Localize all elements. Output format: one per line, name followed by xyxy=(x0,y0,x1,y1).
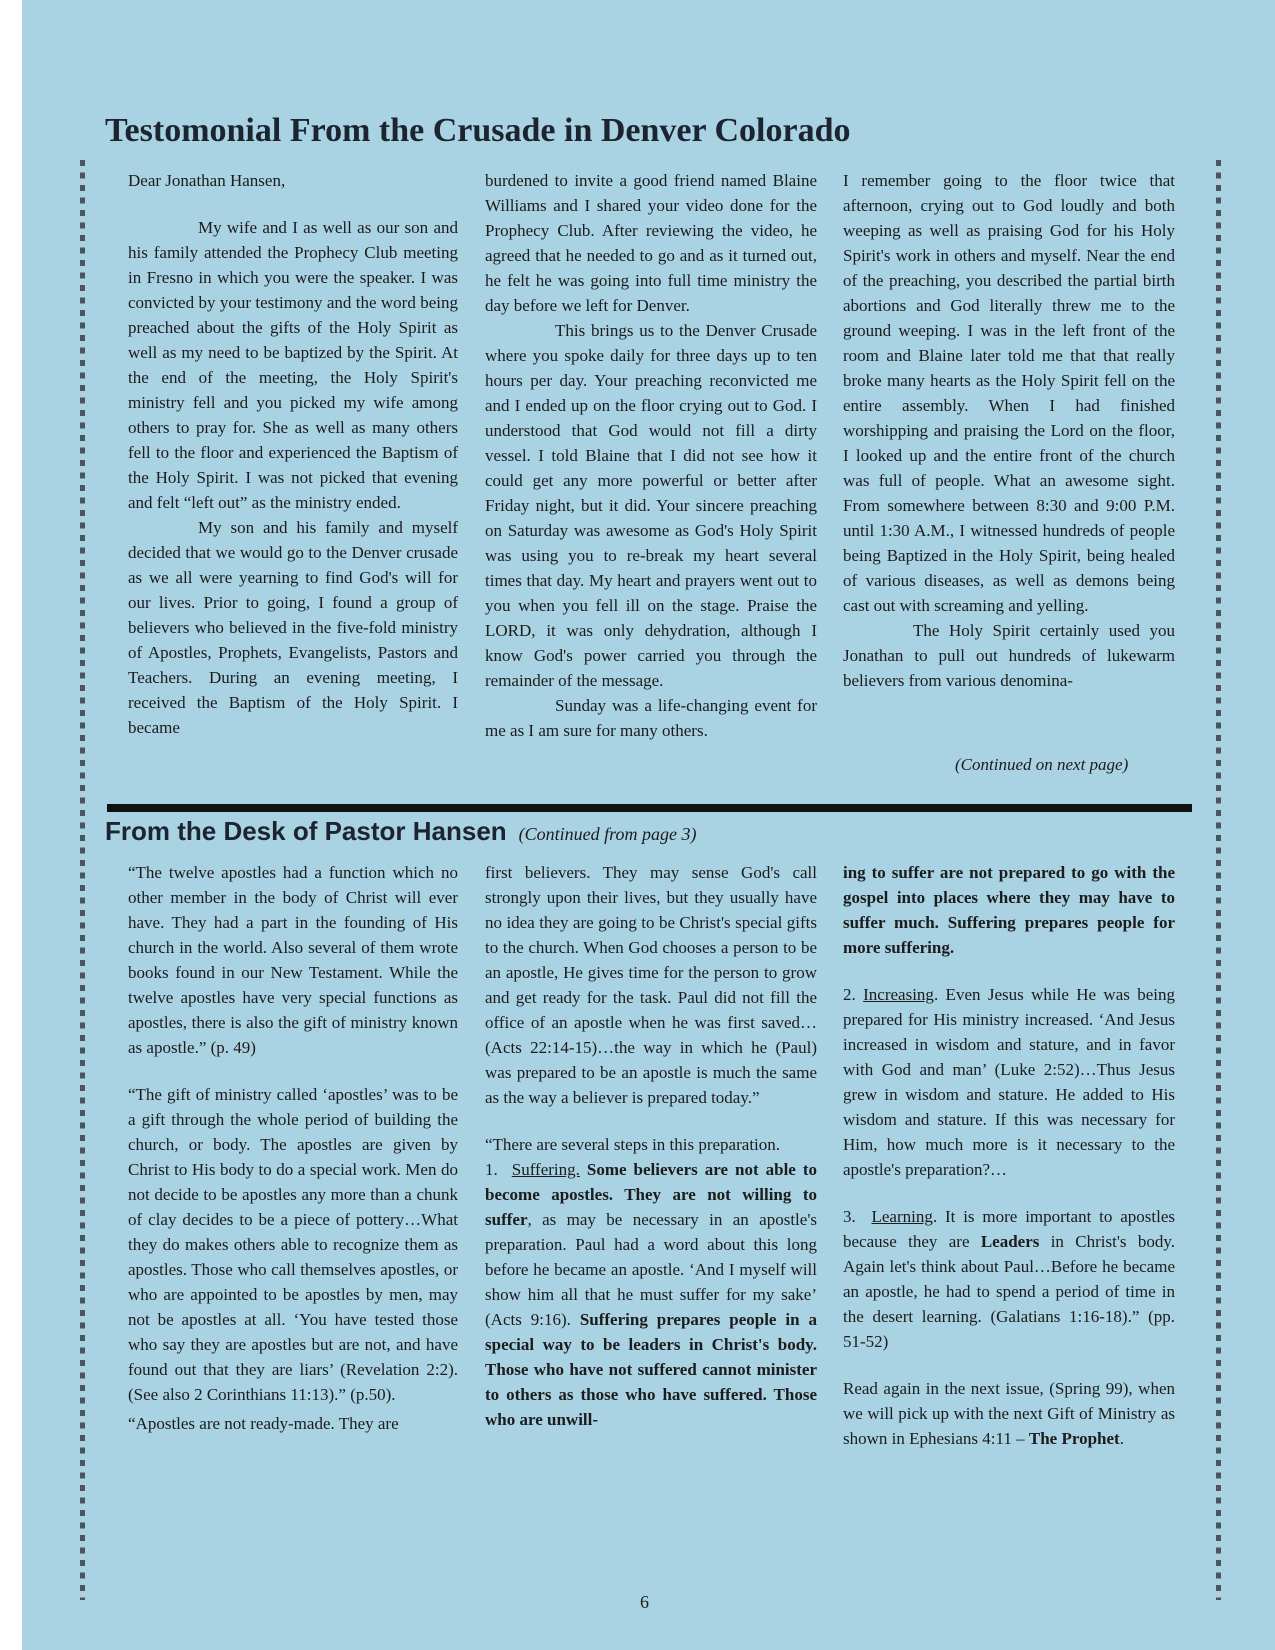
text: . Even Jesus while He was being prepared for His ministry increased. ‘And Jesus increased in wisdom and stature, and in favor with God and man’ (Luke 2:52)…Thus Jesus grew in wisdom and stature. He added to His wisdom and stature. If this was necessary for Him, how much more is it necessary to the apostle's preparation?… xyxy=(843,985,1176,1179)
paragraph: I remember going to the floor twice that afternoon, crying out to God loudly and both weeping as well as praising God for his Holy Spirit's work in others and myself. Near the end of the preaching, you described the partial birth abortions and God literally threw me to the ground weeping. I was in the left front of the room and Blaine later told me that that really broke many hearts as the Holy Spirit fell on the entire assembly. When I had finished worshipping and praising the Lord on the floor, I looked up and the entire front of the church was full of people. What an awesome sight. From somewhere between 8:30 and 9:00 P.M. until 1:30 A.M., I witnessed hundreds of people being Baptized in the Holy Spirit, being healed of various diseases, as well as demons being cast out with screaming and yelling. xyxy=(843,171,1175,615)
step-label: Learning xyxy=(871,1207,933,1226)
paragraph: The Holy Spirit certainly used you Jonathan to pull out hundreds of lukewarm believers from various denomina- xyxy=(843,621,1175,690)
article-title: Testomonial From the Crusade in Denver Colorado xyxy=(105,112,851,149)
pastor-column-2 xyxy=(485,860,817,1432)
text: Read again in the next issue, (Spring 99), when we will pick up with the next Gift of Ministry as shown in Ephesians 4:11 – xyxy=(843,1379,1175,1448)
text: , as may be necessary in an apostle's preparation. Paul had a word about this long before he became an apostle. ‘And I myself will show him all that he must suffer for my sake’ (Acts 9:16). xyxy=(485,1210,817,1329)
quote-paragraph: “There are several steps in this preparation. xyxy=(485,1135,781,1154)
pastor-column-1 xyxy=(128,860,458,1436)
left-dotted-border xyxy=(80,160,85,1600)
quote-paragraph: “Apostles are not ready-made. They are xyxy=(128,1414,399,1433)
step-label: Suffering. xyxy=(511,1160,580,1179)
paragraph: My son and his family and myself decided that we would go to the Denver crusade as we all were yearning to find God's will for our lives. Prior to going, I found a group of believers who believed in the five-fold ministry of Apostles, Prophets, Evangelists, Pastors and Teachers. During an evening meeting, I received the Baptism of the Holy Spirit. I became xyxy=(128,518,458,737)
page-number: 6 xyxy=(640,1592,649,1612)
text: in Christ's body. Again let's think about Paul…Before he became an apostle, he had to spend a period of time in the desert learning. (Galatians 1:16-18).” (pp. 51-52) xyxy=(843,1232,1175,1351)
testimonial-column-1 xyxy=(128,168,458,740)
step-label: Increasing xyxy=(863,985,934,1004)
step-learning xyxy=(843,1204,1175,1354)
step-suffering xyxy=(485,1157,817,1432)
section-divider xyxy=(107,804,1192,812)
testimonial-column-3 xyxy=(843,168,1175,693)
closing-paragraph xyxy=(843,1376,1175,1451)
bold-text: Some believers are not able to become apostles. They are not willing to suffer xyxy=(485,1160,817,1229)
testimonial-column-2 xyxy=(485,168,817,743)
pastor-column-3 xyxy=(843,860,1175,1451)
text: . It is more important to apostles because they are xyxy=(843,1207,1176,1251)
bold-text: ing to suffer are not prepared to go with the gospel into places where they may have to suffer much. Suffering prepares people for more suffering. xyxy=(843,863,1175,957)
quote-paragraph: first believers. They may sense God's call strongly upon their lives, but they usually have no idea they are going to be Christ's special gifts to the church. When God chooses a person to be an apostle, He gives time for the person to grow and get ready for the task. Paul did not fill the office of an apostle when he was first saved…(Acts 22:14-15)…the way in which he (Paul) was prepared to be an apostle is much the same as the way a believer is prepared today.” xyxy=(485,863,817,1107)
section-heading xyxy=(105,816,696,847)
continued-from-note: (Continued from page 3) xyxy=(518,824,697,844)
paragraph: Sunday was a life-changing event for me as I am sure for many others. xyxy=(485,696,817,740)
salutation: Dear Jonathan Hansen, xyxy=(128,171,286,190)
bold-paragraph xyxy=(843,860,1175,960)
section-title: From the Desk of Pastor Hansen xyxy=(105,816,507,846)
text: . xyxy=(1119,1429,1124,1448)
bold-text: Suffering prepares people in a special way to be leaders in Christ's body. Those who have not suffered cannot minister to others as those who have suffered. Those who are unwill- xyxy=(485,1310,817,1429)
paragraph: My wife and I as well as our son and his family attended the Prophecy Club meeting in Fresno in which you were the speaker. I was convicted by your testimony and the word being preached about the gifts of the Holy Spirit as well as my need to be baptized by the Spirit. At the end of the meeting, the Holy Spirit's ministry fell and you picked my wife among others to pray for. She as well as many others fell to the floor and experienced the Baptism of the Holy Spirit. I was not picked that evening and felt “left out” as the ministry ended. xyxy=(128,218,458,512)
quote-paragraph: “The gift of ministry called ‘apostles’ was to be a gift through the whole period of building the church, or body. The apostles are given by Christ to His body to do a special work. Men do not decide to be apostles any more than a chunk of clay decides to be a piece of pottery…What they do makes others able to recognize them as apostles. Those who call themselves apostles, or who are appointed to be apostles by men, may not be apostles at all. ‘You have tested those who say they are apostles but are not, and have found out that they are liars’ (Revelation 2:2). (See also 2 Corinthians 11:13).” (p.50). xyxy=(128,1085,458,1404)
right-dotted-border xyxy=(1216,160,1221,1600)
continued-on-next-page: (Continued on next page) xyxy=(955,755,1129,774)
bold-text: The Prophet xyxy=(1028,1429,1120,1448)
paragraph: This brings us to the Denver Crusade where you spoke daily for three days up to ten hours per day. Your preaching reconvicted me and I ended up on the floor crying out to God. I understood that God would not fill a dirty vessel. I told Blaine that I did not see how it could get any more powerful or better after Friday night, but it did. Your sincere preaching on Saturday was awesome as God's Holy Spirit was using you to re-break my heart several times that day. My heart and prayers went out to you when you fell ill on the stage. Praise the LORD, it was only dehydration, although I know God's power carried you through the remainder of the message. xyxy=(485,321,817,690)
step-number: 2. xyxy=(843,985,856,1004)
step-increasing xyxy=(843,982,1175,1182)
step-number: 1. xyxy=(485,1160,498,1179)
bold-text: Leaders xyxy=(980,1232,1040,1251)
quote-paragraph: “The twelve apostles had a function which no other member in the body of Christ will ever have. They had a part in the founding of His church in the world. Also several of them wrote books found in our New Testament. While the twelve apostles have very special functions as apostles, there is also the gift of ministry known as apostle.” (p. 49) xyxy=(128,863,458,1057)
paragraph: burdened to invite a good friend named Blaine Williams and I shared your video done for the Prophecy Club. After reviewing the video, he agreed that he needed to go and as it turned out, he felt he was going into full time ministry the day before we left for Denver. xyxy=(485,171,817,315)
step-number: 3. xyxy=(843,1207,856,1226)
